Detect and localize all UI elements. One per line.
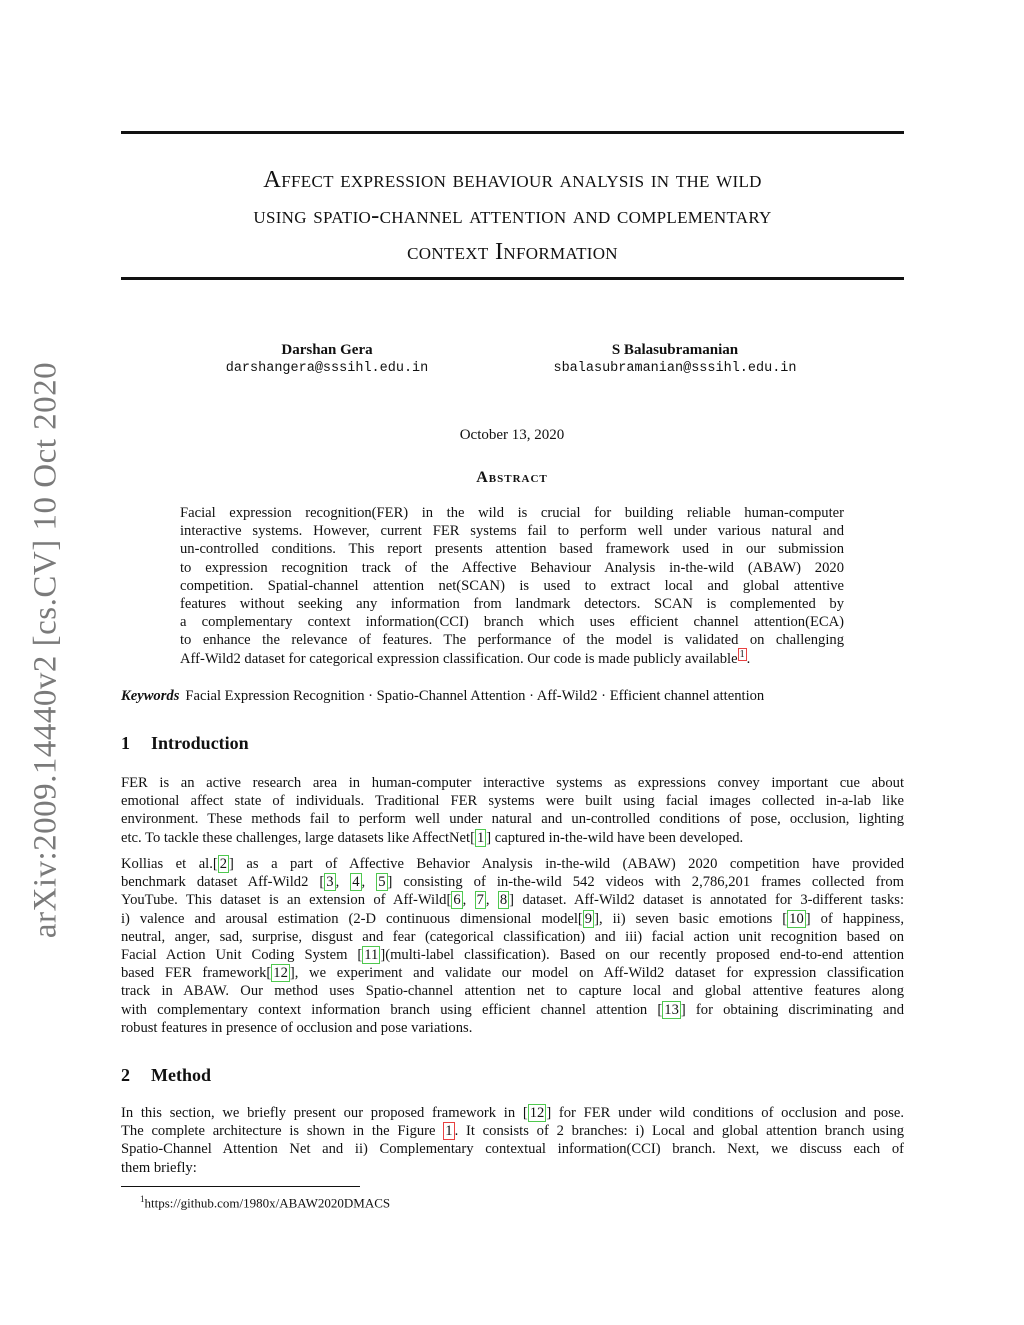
citation-link[interactable]: 7 bbox=[476, 892, 484, 909]
text-run: ] dataset. Aff-Wild2 dataset is annotated for 3-different tasks: bbox=[509, 892, 905, 909]
text-line: emotional affect state of individuals. Traditional FER systems were built using facial images collected in-a-lab like bbox=[121, 793, 904, 810]
abstract-text: Aff-Wild2 dataset for categorical expression classification. Our code is made publicly available bbox=[180, 650, 738, 667]
keywords-line bbox=[121, 687, 764, 705]
text-line bbox=[121, 1001, 904, 1019]
paper-date: October 13, 2020 bbox=[459, 427, 565, 443]
author-block-2 bbox=[525, 341, 825, 379]
text-run: The complete architecture is shown in the Figure bbox=[121, 1123, 444, 1140]
text-run: ] of happiness, bbox=[805, 910, 904, 927]
text-line: environment. These methods fail to perform well under natural and un-controlled conditions of pose, occlusion, lighting bbox=[121, 811, 904, 828]
text-line: Spatio-Channel Attention Net and ii) Complementary contextual information(CCI) branch. Next, we discuss each of bbox=[121, 1141, 904, 1158]
text-line bbox=[121, 1122, 904, 1140]
abstract-line: un-controlled conditions. This report presents attention based framework used in our submission bbox=[180, 541, 844, 558]
abstract-line bbox=[180, 650, 844, 668]
author-name: Darshan Gera bbox=[281, 342, 373, 358]
text-run: ] for obtaining discriminating and bbox=[680, 1001, 904, 1018]
text-run: YouTube. This dataset is an extension of Aff-Wild[ bbox=[121, 892, 452, 909]
text-run: ] consisting of in-the-wild 542 videos with 2,786,201 frames collected from bbox=[387, 874, 904, 891]
text-run: . It consists of 2 branches: i) Local and global attention branch using bbox=[454, 1123, 905, 1140]
intro-paragraph-1 bbox=[121, 774, 904, 847]
footnote-rule bbox=[121, 1186, 360, 1187]
text-run: benchmark dataset Aff-Wild2 [ bbox=[121, 874, 325, 891]
title-line-1: Affect expression behaviour analysis in the wild bbox=[263, 166, 762, 193]
citation-link[interactable]: 4 bbox=[352, 874, 360, 891]
abstract-line: features without seeking any information from landmark detectors. SCAN is complemented by bbox=[180, 596, 844, 613]
abstract-line: a complementary context information(CCI) branch which uses efficient channel attention(ECA) bbox=[180, 614, 844, 631]
text-run: as a part of Affective Behavior Analysis in-the-wild (ABAW) 2020 competition have provided bbox=[233, 856, 904, 872]
author-block-1 bbox=[196, 341, 458, 379]
text-run: ], we experiment and validate our model on Aff-Wild2 dataset for expression classification bbox=[289, 965, 905, 982]
abstract-heading: Abstract bbox=[476, 469, 548, 486]
abstract-line: to expression recognition track of the Affective Behaviour Analysis in-the-wild (ABAW) 2020 bbox=[180, 559, 844, 576]
section-number: 2 bbox=[121, 1065, 130, 1085]
author-email[interactable]: darshangera@sssihl.edu.in bbox=[225, 361, 429, 376]
arxiv-id-text: arXiv:2009.14440v2 [cs.CV] 10 Oct 2020 bbox=[27, 361, 64, 939]
section-heading-introduction bbox=[121, 732, 249, 754]
text-run: , bbox=[485, 892, 498, 909]
text-line: etc. To tackle these challenges, large datasets like AffectNet[ 1 ] captured in-the-wild have been developed. bbox=[121, 829, 744, 846]
abstract-line: to enhance the relevance of features. The performance of the model is validated on challenging bbox=[180, 632, 844, 649]
text-run: i) valence and arousal estimation (2-D continuous dimensional model[ bbox=[121, 910, 583, 927]
citation-link[interactable]: 10 bbox=[789, 910, 804, 927]
text-line: Kollias et al.[ 2 ] as a part of Affective Behavior Analysis in-the-wild (ABAW) 2020 competition have provided bbox=[121, 856, 904, 872]
abstract-text: . bbox=[746, 650, 751, 667]
intro-paragraph-2 bbox=[121, 855, 904, 1037]
section-title: Introduction bbox=[151, 733, 249, 753]
abstract-body bbox=[180, 504, 844, 668]
section-title: Method bbox=[151, 1065, 211, 1085]
text-run: In this section, we briefly present our proposed framework in [ bbox=[121, 1105, 528, 1121]
title-rule-top bbox=[121, 131, 904, 134]
text-line: neutral, anger, sad, surprise, disgust and fear (categorical classification) and iii) facial action unit recognition based on bbox=[121, 928, 904, 945]
citation-link[interactable]: 1 bbox=[476, 829, 485, 846]
text-line bbox=[121, 1104, 904, 1122]
text-run: Kollias et al. bbox=[121, 856, 213, 872]
text-run: ] for FER under wild conditions of occlusion and pose. bbox=[546, 1105, 904, 1121]
author-name: S Balasubramanian bbox=[611, 342, 739, 358]
text-line: robust features in presence of occlusion and pose variations. bbox=[121, 1019, 473, 1036]
text-line: FER is an active research area in human-computer interactive systems as expressions convey important cue about bbox=[121, 775, 904, 791]
abstract-line: interactive systems. However, current FER systems fail to perform well under various natural and bbox=[180, 523, 844, 540]
text-line bbox=[121, 891, 904, 909]
text-line: track in ABAW. Our method uses Spatio-channel attention net to capture local and global attentive features along bbox=[121, 983, 904, 1000]
author-email[interactable]: sbalasubramanian@sssihl.edu.in bbox=[553, 361, 797, 376]
paper-title bbox=[121, 162, 904, 270]
method-paragraph-1 bbox=[121, 1104, 904, 1177]
text-line bbox=[121, 946, 904, 964]
title-rule-bottom bbox=[121, 277, 904, 280]
text-run: ](multi-label classification). Based on our recently proposed end-to-end attention bbox=[380, 947, 904, 964]
citation-link[interactable]: 9 bbox=[584, 910, 593, 927]
section-heading-method bbox=[121, 1064, 211, 1086]
keywords-label: Keywords bbox=[121, 688, 180, 704]
text-run: based FER framework[ bbox=[121, 965, 272, 982]
footnote-mark: 1 bbox=[140, 1194, 145, 1204]
citation-link[interactable]: 11 bbox=[364, 947, 379, 964]
abstract-line: competition. Spatial-channel attention net(SCAN) is used to extract local and global attentive bbox=[180, 577, 844, 594]
text-line bbox=[121, 910, 904, 928]
text-run: ], ii) seven basic emotions [ bbox=[594, 910, 788, 927]
citation-link[interactable]: 2 bbox=[219, 856, 228, 872]
citation-link[interactable]: 12 bbox=[529, 1105, 545, 1121]
text-run: Facial Action Unit Coding System [ bbox=[121, 947, 363, 964]
footnote bbox=[140, 1191, 390, 1211]
footnote-url[interactable]: https://github.com/1980x/ABAW2020DMACS bbox=[144, 1195, 391, 1211]
text-line bbox=[121, 964, 904, 982]
citation-link[interactable]: 12 bbox=[273, 965, 288, 982]
figure-link[interactable]: 1 bbox=[445, 1123, 453, 1140]
text-run: , bbox=[462, 892, 475, 909]
citation-link[interactable]: 6 bbox=[453, 892, 461, 909]
citation-link[interactable]: 8 bbox=[499, 892, 508, 909]
text-line bbox=[121, 873, 904, 891]
footnote-link[interactable]: 1 bbox=[739, 648, 745, 660]
section-number: 1 bbox=[121, 733, 130, 753]
title-line-2: using spatio-channel attention and complementary bbox=[253, 202, 772, 229]
title-line-3: context Information bbox=[407, 238, 618, 265]
text-run: etc. To tackle these challenges, large datasets like AffectNet bbox=[121, 829, 471, 846]
text-run: , bbox=[361, 874, 377, 891]
citation-link[interactable]: 3 bbox=[326, 874, 334, 891]
citation-link[interactable]: 5 bbox=[378, 874, 386, 891]
text-run: , bbox=[335, 874, 351, 891]
text-run: with complementary context information branch using efficient channel attention [ bbox=[121, 1001, 663, 1018]
text-run: captured in-the-wild have been developed. bbox=[491, 829, 744, 846]
citation-link[interactable]: 13 bbox=[664, 1001, 679, 1018]
keywords-text: Facial Expression Recognition · Spatio-Channel Attention · Aff-Wild2 · Efficient channel attention bbox=[185, 688, 765, 704]
abstract-line: Facial expression recognition(FER) in the wild is crucial for building reliable human-computer bbox=[180, 505, 844, 521]
text-line: them briefly: bbox=[121, 1159, 197, 1176]
